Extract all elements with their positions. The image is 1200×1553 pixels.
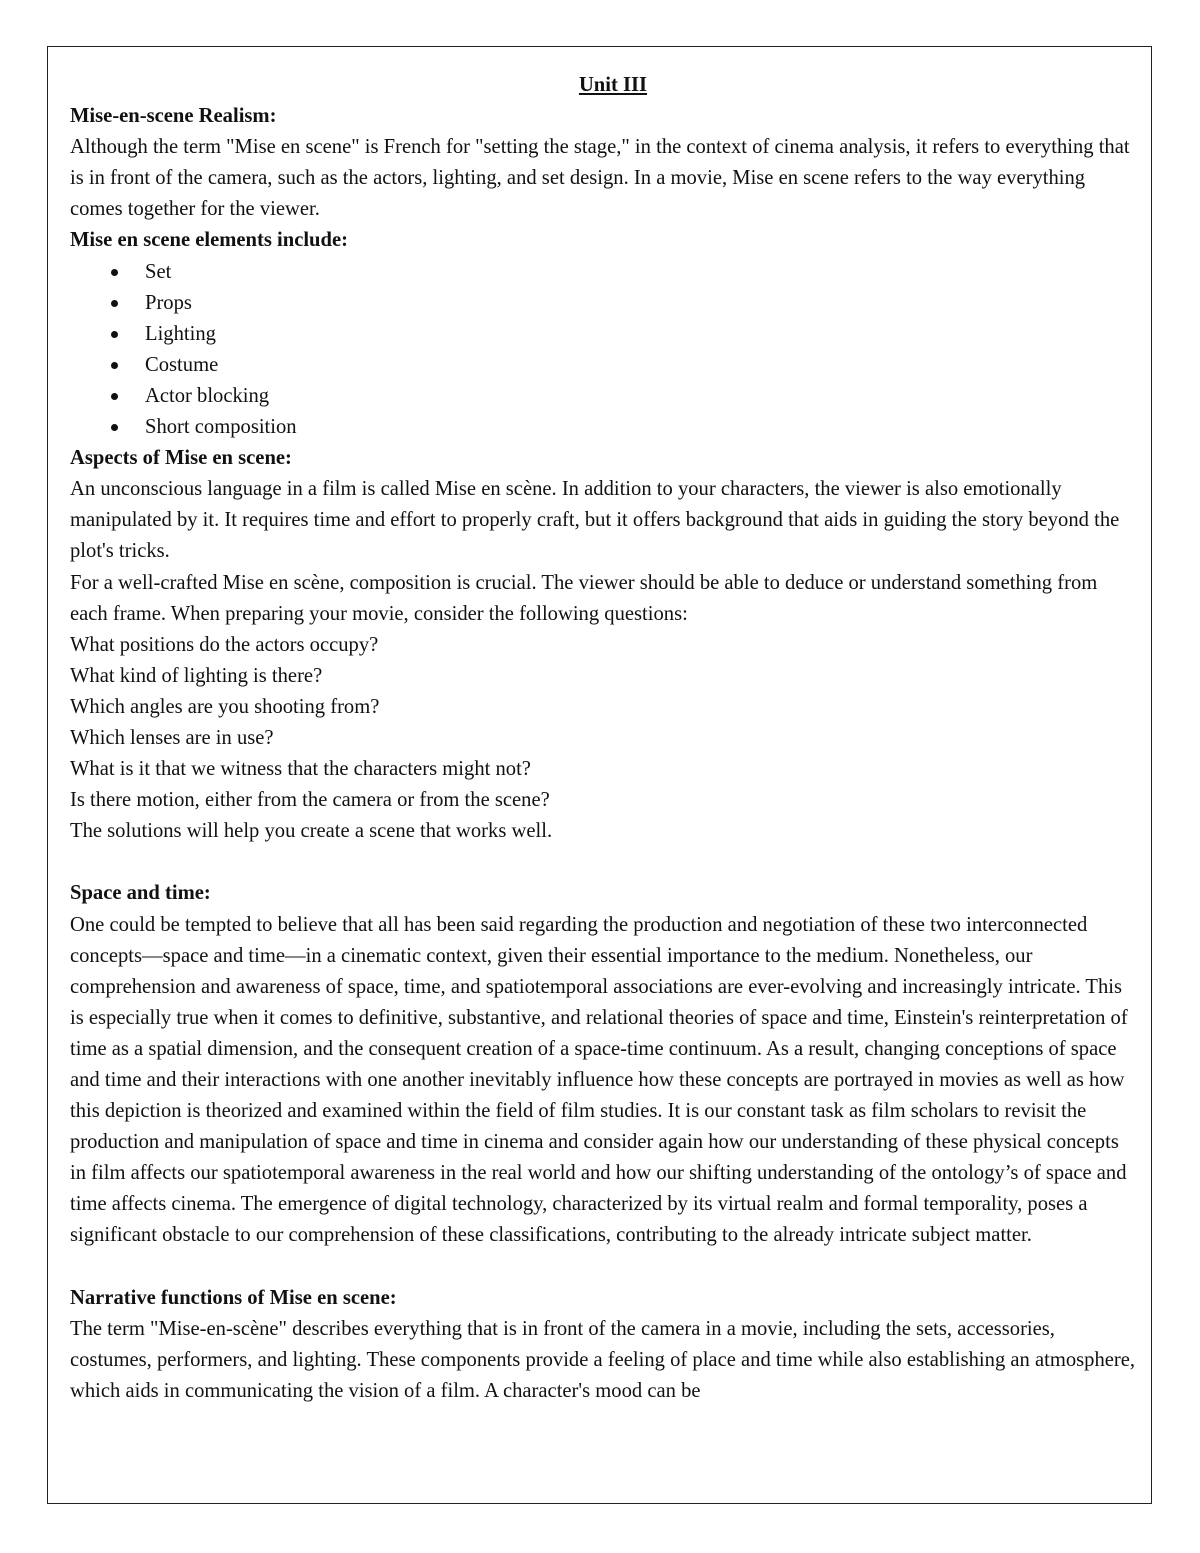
list-item: Lighting <box>70 319 1138 350</box>
list-item: Short composition <box>70 412 1138 443</box>
blank-line <box>70 847 1138 878</box>
question-line: Which angles are you shooting from? <box>70 695 380 718</box>
paragraph-aspects-2: For a well-crafted Mise en scène, composition is crucial. The viewer should be able to deduce or understand something from each frame. When preparing your movie, consider the following questions: <box>70 571 1098 625</box>
heading-aspects: Aspects of Mise en scene: <box>70 447 292 470</box>
paragraph-aspects-1: An unconscious language in a film is called Mise en scène. In addition to your characters, the viewer is also emotionally manipulated by it. It requires time and effort to properly craft, but it offers background that aids in guiding the story beyond the plot's tricks. <box>70 478 1120 563</box>
list-item: Set <box>70 257 1138 288</box>
question-line: Is there motion, either from the camera or from the scene? <box>70 789 550 812</box>
paragraph-narrative-functions: The term "Mise-en-scène" describes everything that is in front of the camera in a movie, including the sets, accessories, costumes, performers, and lighting. These components provide a feeling of place and time while also establishing an atmosphere, which aids in communicating the vision of a film. A character's mood can be <box>70 1317 1136 1402</box>
paragraph-space-and-time: One could be tempted to believe that all has been said regarding the production and negotiation of these two interconnected concepts—space and time—in a cinematic context, given their essential importance to the medium. Nonetheless, our comprehension and awareness of space, time, and spatiotemporal associations are ever-evolving and increasingly intricate. This is especially true when it comes to definitive, substantive, and relational theories of space and time, Einstein's reinterpretation of time as a spatial dimension, and the consequent creation of a space-time continuum. As a result, changing conceptions of space and time and their interactions with one another inevitably influence how these concepts are portrayed in movies as well as how this depiction is theorized and examined within the field of film studies. It is our constant task as film scholars to revisit the production and manipulation of space and time in cinema and consider again how our understanding of these physical concepts in film affects our spatiotemporal awareness in the real world and how our shifting understanding of the ontology’s of space and time affects cinema. The emergence of digital technology, characterized by its virtual realm and formal temporality, poses a significant obstacle to our comprehension of these classifications, contributing to the already intricate subject matter. <box>70 913 1128 1247</box>
question-line: What is it that we witness that the characters might not? <box>70 758 531 781</box>
list-item: Props <box>70 288 1138 319</box>
question-line: What positions do the actors occupy? <box>70 633 379 656</box>
question-line: The solutions will help you create a scene that works well. <box>70 820 553 843</box>
heading-elements: Mise en scene elements include: <box>70 229 348 252</box>
heading-narrative-functions: Narrative functions of Mise en scene: <box>70 1286 397 1309</box>
question-line: Which lenses are in use? <box>70 726 274 749</box>
heading-mise-en-scene-realism: Mise-en-scene Realism: <box>70 105 277 128</box>
page-title: Unit III <box>578 74 648 96</box>
blank-line <box>70 1252 1138 1283</box>
question-line: What kind of lighting is there? <box>70 664 323 687</box>
heading-space-and-time: Space and time: <box>70 882 211 905</box>
document-body <box>70 70 1138 1407</box>
list-item: Actor blocking <box>70 381 1138 412</box>
list-item: Costume <box>70 350 1138 381</box>
elements-list <box>70 257 1138 444</box>
paragraph-realism: Although the term "Mise en scene" is French for "setting the stage," in the context of cinema analysis, it refers to everything that is in front of the camera, such as the actors, lighting, and set design. In a movie, Mise en scene refers to the way everything comes together for the viewer. <box>70 136 1130 221</box>
